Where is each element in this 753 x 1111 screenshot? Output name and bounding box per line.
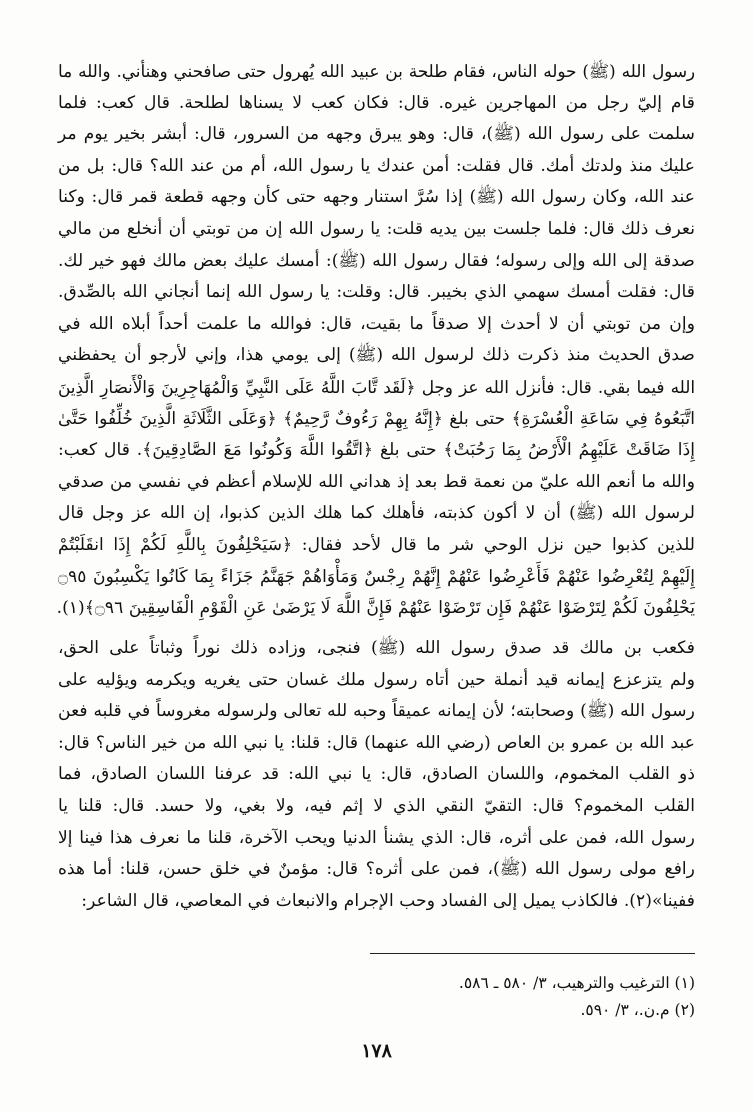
text-line: نعرف ذلك قال: فلما جلست بين يديه قلت: يا رسول الله إن من توبتي أن أنخلع من مالي	[58, 218, 695, 239]
text-line: عند الله، وكان رسول الله (ﷺ) إذا سُرَّ استنار وجهه حتى كأن وجهه قطعة قمر قال: وكنا	[58, 187, 695, 208]
quran-verse-line: يَحْلِفُونَ لَكُمْ لِتَرْضَوْا عَنْهُمْ فَإِن تَرْضَوْا عَنْهُمْ فَإِنَّ اللَّهَ لَا يَرْضَىٰ عَنِ الْقَوْمِ الْفَاسِقِينَ ۝٩٦﴾(١).	[56, 598, 695, 619]
paragraph-2	[58, 633, 695, 917]
text-line: رسول الله، فمن على أثره، قال: الذي يشنأ الدنيا ويحب الآخرة، قلنا ما نعرف هذا فينا إلا	[58, 827, 695, 848]
text-line: فكعب بن مالك قد صدق رسول الله (ﷺ) فنجى، وزاده ذلك نوراً وثباتاً على الحق،	[58, 638, 695, 658]
page-number: ١٧٨	[361, 1040, 392, 1062]
text-line: قال: فقلت أمسك سهمي الذي بخيبر. قال: وقلت: يا رسول الله إنما أنجاني الله بالصِّدق.	[58, 282, 695, 303]
text-line: ذو القلب المخموم، واللسان الصادق، قال: يا نبي الله: قد عرفنا اللسان الصادق، فما	[58, 764, 695, 785]
footnote-2: (٢) م.ن.، ٣/ ٥٩٠.	[580, 1001, 695, 1019]
text-line: عليك منذ ولدتك أمك. قال فقلت: أمن عندك يا رسول الله، أم من عند الله؟ قال: بل من	[58, 155, 695, 176]
text-line: ففينا»(٢). فالكاذب يميل إلى الفساد وحب الإجرام والانبعاث في المعاصي، قال الشاعر:	[81, 890, 695, 911]
quran-verse-line: للذين كذبوا حين نزل الوحي شر ما قال لأحد فقال: ﴿سَيَحْلِفُونَ بِاللَّهِ لَكُمْ إِذَا انقَلَبْتُمْ	[58, 534, 695, 555]
quran-verse-line: اتَّبَعُوهُ فِي سَاعَةِ الْعُسْرَةِ﴾ حتى بلغ ﴿إِنَّهُ بِهِمْ رَءُوفٌ رَّحِيمٌ﴾ ﴿وَعَلَى الثَّلَاثَةِ الَّذِينَ خُلِّفُوا حَتَّىٰ	[58, 408, 695, 429]
text-line: صدقة إلى الله وإلى رسوله؛ فقال رسول الله (ﷺ): أمسك عليك بعض مالك فهو خير لك.	[58, 250, 695, 271]
book-page	[58, 0, 695, 1111]
paragraph-1	[58, 56, 695, 625]
text-line: سلمت على رسول الله (ﷺ)، قال: وهو يبرق وجهه من السرور، قال: أبشر بخير يوم مر	[58, 124, 695, 145]
quran-verse-line: إِلَيْهِمْ لِتُعْرِضُوا عَنْهُمْ فَأَعْرِضُوا عَنْهُمْ إِنَّهُمْ رِجْسٌ وَمَأْوَاهُمْ جَهَنَّمُ جَزَاءً بِمَا كَانُوا يَكْسِبُونَ ۝٩٥	[58, 566, 695, 587]
text-line: عبد الله بن عمرو بن العاص (رضي الله عنهما) قال: قلنا: يا نبي الله من خير الناس؟ قال:	[58, 732, 695, 753]
quran-verse-line: الله فيما بقي. قال: فأنزل الله عز وجل ﴿لَقَد تَّابَ اللَّهُ عَلَى النَّبِيِّ وَالْمُهَاجِرِينَ وَالْأَنصَارِ الَّذِينَ	[58, 376, 695, 397]
text-line: والله ما أنعم الله عليّ من نعمة قط بعد إذ هداني الله للإسلام أعظم في نفسي من صدقي	[58, 471, 695, 492]
text-line: رسول الله (ﷺ) حوله الناس، فقام طلحة بن عبيد الله يُهرول حتى صافحني وهنأني. والله ما	[58, 61, 695, 81]
text-line: صدق الحديث منذ ذكرت ذلك لرسول الله (ﷺ) إلى يومي هذا، وإني لأرجو أن يحفظني	[58, 345, 695, 366]
quran-verse-line: إِذَا ضَاقَتْ عَلَيْهِمُ الْأَرْضُ بِمَا رَحُبَتْ﴾ حتى بلغ ﴿اتَّقُوا اللَّهَ وَكُونُوا مَعَ الصَّادِقِينَ﴾. قال كعب:	[58, 440, 695, 461]
text-line: ولم يتزعزع إيمانه قيد أنملة حين أتاه رسول ملك غسان حتى يغريه ويكرمه ويؤليه على	[58, 669, 695, 690]
text-line: قام إليّ رجل من المهاجرين غيره. قال: فكان كعب لا يسناها لطلحة. قال كعب: فلما	[58, 92, 695, 113]
text-line: القلب المخموم؟ قال: التقيّ النقي الذي لا إثم فيه، ولا بغي، ولا حسد. قال: قلنا يا	[58, 795, 695, 816]
footnotes	[58, 970, 695, 1024]
text-line: رافع مولى رسول الله (ﷺ)، فمن على أثره؟ قال: مؤمنٌ في خلق حسن، قلنا: أما هذه	[58, 859, 695, 880]
text-line: رسول الله (ﷺ) وصحابته؛ لأن إيمانه عميقاً وحبه لله تعالى ولرسوله مغروساً في قلبه فعن	[58, 701, 695, 722]
text-line: وإن من توبتي أن لا أحدث إلا صدقاً ما بقيت، قال: فوالله ما علمت أحداً أبلاه الله في	[58, 313, 695, 334]
text-line: لرسول الله (ﷺ) أن لا أكون كذبته، فأهلك كما هلك الذين كذبوا، إن الله عز وجل قال	[58, 503, 695, 524]
footnote-divider	[370, 953, 695, 954]
footnote-1: (١) الترغيب والترهيب، ٣/ ٥٨٠ ـ ٥٨٦.	[458, 974, 695, 992]
